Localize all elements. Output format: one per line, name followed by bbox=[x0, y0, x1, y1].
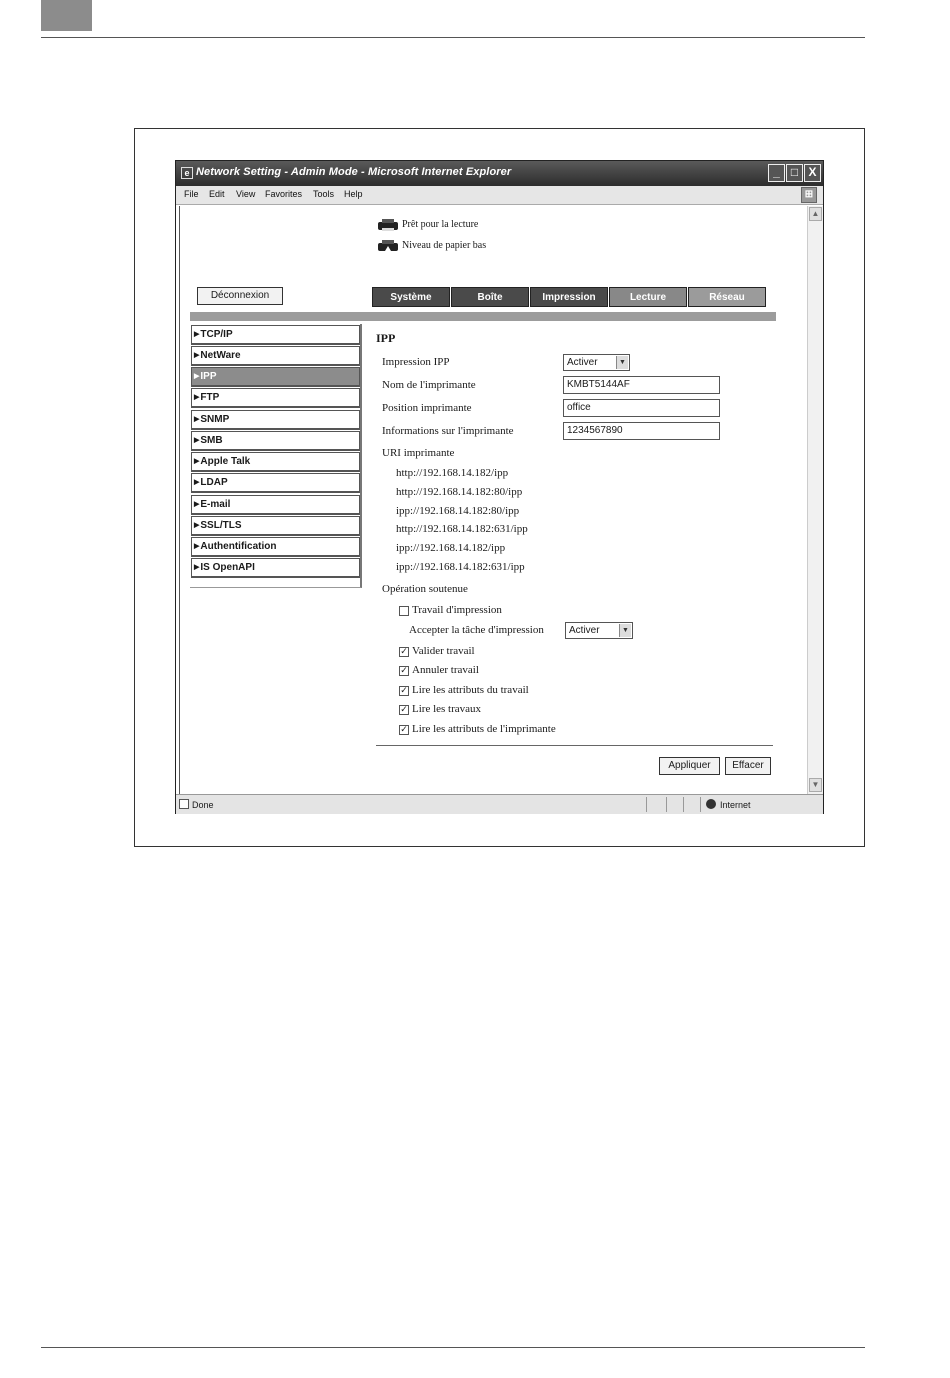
arrow-right-icon: ▶ bbox=[194, 373, 200, 380]
arrow-right-icon: ▶ bbox=[194, 479, 200, 486]
sidebar-item-appletalk[interactable] bbox=[191, 452, 360, 472]
window-title: Network Setting - Admin Mode - Microsoft Internet Explorer bbox=[196, 166, 512, 178]
ipp-print-select[interactable] bbox=[563, 354, 630, 371]
arrow-right-icon: ▶ bbox=[194, 437, 200, 444]
printer-info-label: Informations sur l'imprimante bbox=[382, 425, 514, 437]
print-job-checkbox[interactable] bbox=[399, 606, 409, 616]
arrow-right-icon: ▶ bbox=[194, 331, 200, 338]
sidebar-item-label: IPP bbox=[200, 371, 217, 382]
sidebar-item-label: FTP bbox=[200, 392, 220, 403]
arrow-right-icon: ▶ bbox=[194, 564, 200, 571]
scroll-up-icon[interactable]: ▲ bbox=[809, 207, 822, 221]
logout-button[interactable]: Déconnexion bbox=[197, 287, 283, 305]
tab-underline bbox=[190, 312, 776, 321]
header-rule bbox=[41, 37, 865, 38]
windows-logo-icon: ⊞ bbox=[801, 187, 817, 203]
sidebar-item-label: NetWare bbox=[200, 350, 241, 361]
footer-rule bbox=[41, 1347, 865, 1348]
printer-uri-label: URI imprimante bbox=[382, 447, 455, 459]
sidebar-item-snmp[interactable] bbox=[191, 410, 360, 430]
sidebar-item-label: Apple Talk bbox=[200, 456, 251, 467]
accept-job-select[interactable] bbox=[565, 622, 633, 639]
sidebar-item-ftp[interactable] bbox=[191, 388, 360, 408]
validate-job-label: Valider travail bbox=[412, 645, 475, 657]
sidebar-item-email[interactable] bbox=[191, 495, 360, 515]
ie-icon: e bbox=[181, 167, 193, 179]
printer-uri: http://192.168.14.182:631/ipp bbox=[396, 523, 528, 535]
device-status-paper: Niveau de papier bas bbox=[402, 240, 487, 251]
title-bar bbox=[176, 161, 823, 186]
status-separator bbox=[700, 797, 701, 812]
printer-location-label: Position imprimante bbox=[382, 402, 472, 414]
accept-job-label: Accepter la tâche d'impression bbox=[409, 624, 544, 636]
menu-view[interactable]: View bbox=[236, 189, 256, 199]
arrow-right-icon: ▶ bbox=[194, 352, 200, 359]
tab-systeme[interactable]: Système bbox=[372, 287, 450, 307]
sidebar-item-ssltls[interactable] bbox=[191, 516, 360, 536]
sidebar-nav bbox=[190, 324, 362, 588]
maximize-button[interactable]: □ bbox=[786, 164, 803, 182]
arrow-right-icon: ▶ bbox=[194, 501, 200, 508]
printer-name-label: Nom de l'imprimante bbox=[382, 379, 476, 391]
ipp-form bbox=[376, 324, 786, 794]
paper-low-icon bbox=[377, 239, 399, 253]
printer-attributes-label: Lire les attributs de l'imprimante bbox=[412, 723, 556, 735]
printer-uri: ipp://192.168.14.182:80/ipp bbox=[396, 505, 520, 517]
form-divider bbox=[376, 745, 773, 746]
sidebar-item-ldap[interactable] bbox=[191, 473, 360, 493]
printer-location-input[interactable]: office bbox=[563, 399, 720, 417]
accept-job-value: Activer bbox=[569, 625, 600, 636]
print-job-label: Travail d'impression bbox=[412, 604, 502, 616]
sidebar-item-label: SNMP bbox=[200, 414, 230, 425]
arrow-right-icon: ▶ bbox=[194, 416, 200, 423]
validate-job-checkbox[interactable]: ✓ bbox=[400, 647, 408, 657]
supported-ops-label: Opération soutenue bbox=[382, 583, 468, 595]
printer-uri: http://192.168.14.182:80/ipp bbox=[396, 486, 523, 498]
ipp-print-label: Impression IPP bbox=[382, 356, 450, 368]
ipp-print-value: Activer bbox=[567, 357, 598, 368]
page-tab-marker bbox=[41, 0, 92, 31]
arrow-right-icon: ▶ bbox=[194, 458, 200, 465]
sidebar-item-label: SSL/TLS bbox=[200, 520, 242, 531]
arrow-right-icon: ▶ bbox=[194, 394, 200, 401]
printer-name-input[interactable]: KMBT5144AF bbox=[563, 376, 720, 394]
cancel-job-checkbox[interactable]: ✓ bbox=[400, 666, 408, 676]
minimize-button[interactable]: _ bbox=[768, 164, 785, 182]
sidebar-item-isopenapi[interactable] bbox=[191, 558, 360, 578]
sidebar-item-label: E-mail bbox=[200, 499, 231, 510]
job-attributes-label: Lire les attributs du travail bbox=[412, 684, 529, 696]
sidebar-item-label: SMB bbox=[200, 435, 223, 446]
tab-lecture[interactable]: Lecture bbox=[609, 287, 687, 307]
close-button[interactable]: X bbox=[804, 164, 821, 182]
cancel-job-label: Annuler travail bbox=[412, 664, 479, 676]
status-separator bbox=[683, 797, 684, 812]
sidebar-item-netware[interactable] bbox=[191, 346, 360, 366]
form-title: IPP bbox=[376, 331, 396, 345]
sidebar-item-smb[interactable] bbox=[191, 431, 360, 451]
chevron-down-icon: ▼ bbox=[616, 356, 628, 369]
sidebar-item-label: LDAP bbox=[200, 477, 228, 488]
status-separator bbox=[646, 797, 647, 812]
menu-tools[interactable]: Tools bbox=[313, 189, 335, 199]
printer-attributes-checkbox[interactable]: ✓ bbox=[400, 725, 408, 735]
menu-file[interactable]: File bbox=[184, 189, 199, 199]
tab-impression[interactable]: Impression bbox=[530, 287, 608, 307]
get-jobs-label: Lire les travaux bbox=[412, 703, 482, 715]
sidebar-item-label: IS OpenAPI bbox=[200, 562, 255, 573]
get-jobs-checkbox[interactable]: ✓ bbox=[400, 705, 408, 715]
status-text: Done bbox=[192, 800, 214, 810]
sidebar-item-authentification[interactable] bbox=[191, 537, 360, 557]
page-icon bbox=[179, 799, 189, 809]
page-content bbox=[179, 206, 807, 794]
vertical-scrollbar[interactable] bbox=[807, 206, 823, 794]
printer-info-input[interactable]: 1234567890 bbox=[563, 422, 720, 440]
printer-ready-icon bbox=[377, 218, 399, 232]
printer-uri: http://192.168.14.182/ipp bbox=[396, 467, 509, 479]
clear-button[interactable]: Effacer bbox=[725, 757, 771, 775]
job-attributes-checkbox[interactable]: ✓ bbox=[400, 686, 408, 696]
sidebar-item-tcpip[interactable] bbox=[191, 325, 360, 345]
menu-bar bbox=[176, 186, 823, 205]
status-bar bbox=[176, 794, 823, 814]
main-tabs bbox=[372, 287, 767, 307]
browser-window bbox=[175, 160, 824, 814]
menu-favorites[interactable]: Favorites bbox=[265, 189, 303, 199]
tab-boite[interactable]: Boîte bbox=[451, 287, 529, 307]
sidebar-item-ipp[interactable] bbox=[191, 367, 360, 387]
arrow-right-icon: ▶ bbox=[194, 522, 200, 529]
printer-uri: ipp://192.168.14.182/ipp bbox=[396, 542, 506, 554]
tab-reseau[interactable]: Réseau bbox=[688, 287, 766, 307]
security-zone: Internet bbox=[720, 800, 751, 810]
chevron-down-icon: ▼ bbox=[619, 624, 631, 637]
globe-icon bbox=[706, 799, 716, 809]
scroll-down-icon[interactable]: ▼ bbox=[809, 778, 822, 792]
status-separator bbox=[666, 797, 667, 812]
sidebar-item-label: TCP/IP bbox=[200, 329, 233, 340]
arrow-right-icon: ▶ bbox=[194, 543, 200, 550]
menu-edit[interactable]: Edit bbox=[209, 189, 225, 199]
printer-uri: ipp://192.168.14.182:631/ipp bbox=[396, 561, 525, 573]
menu-help[interactable]: Help bbox=[344, 189, 363, 199]
device-status-ready: Prêt pour la lecture bbox=[402, 219, 479, 230]
sidebar-item-label: Authentification bbox=[200, 541, 277, 552]
apply-button[interactable]: Appliquer bbox=[659, 757, 720, 775]
